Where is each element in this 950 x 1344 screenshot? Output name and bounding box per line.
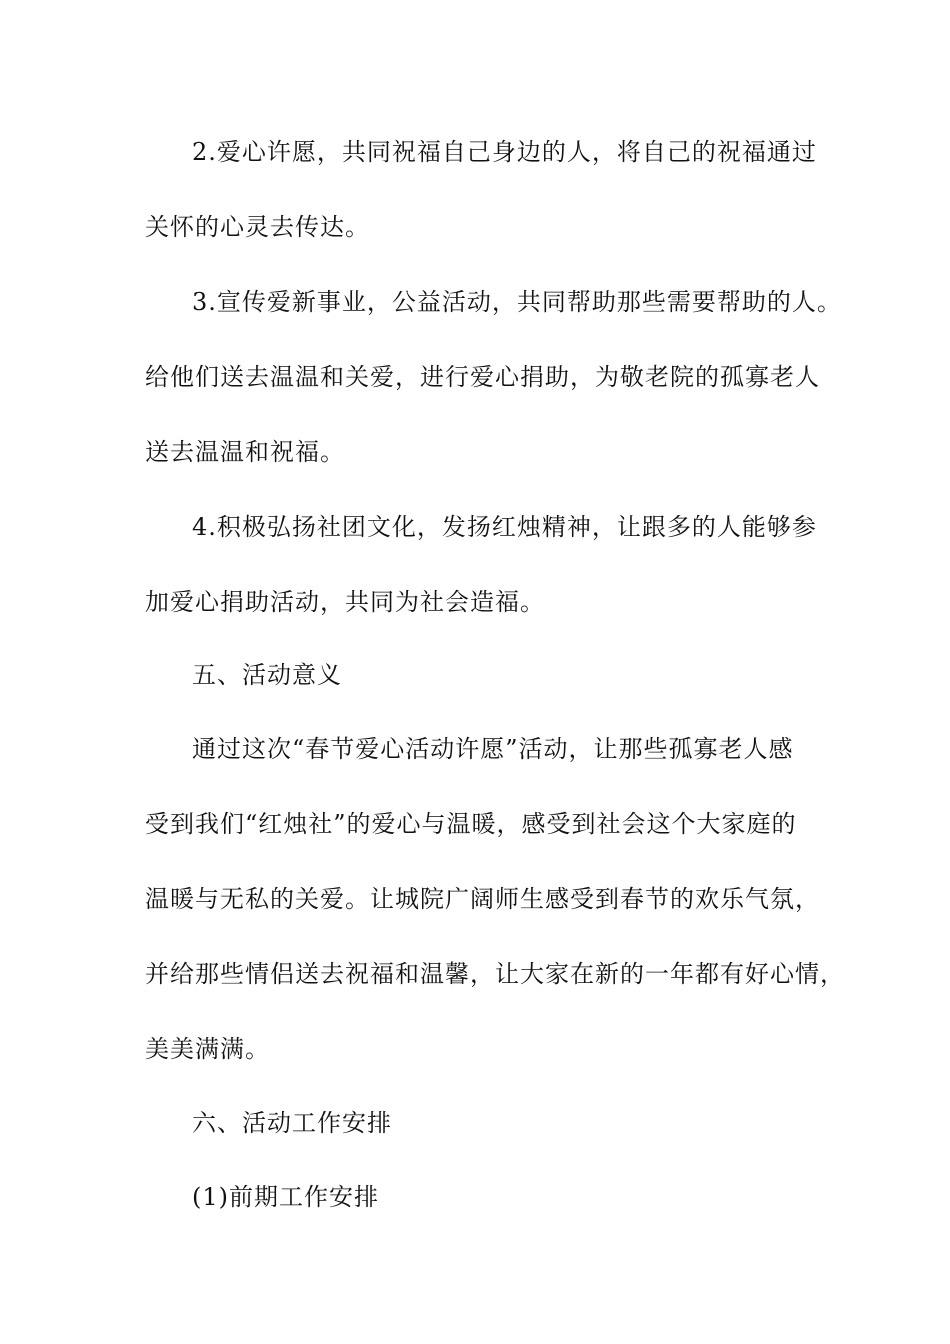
- paragraph-significance-line-1: 通过这次“春节爱心活动许愿”活动，让那些孤寡老人感: [192, 735, 794, 763]
- paragraph-item-3-line-3: 送去温温和祝福。: [145, 438, 345, 466]
- paragraph-item-2-line-1: 2.爱心许愿，共同祝福自己身边的人，将自己的祝福通过: [192, 138, 817, 166]
- subsection-heading-1: (1)前期工作安排: [192, 1183, 379, 1211]
- paragraph-significance-line-5: 美美满满。: [145, 1035, 270, 1063]
- paragraph-significance-line-2: 受到我们“红烛社”的爱心与温暖，感受到社会这个大家庭的: [145, 810, 797, 838]
- paragraph-item-3-line-2: 给他们送去温温和关爱，进行爱心捐助，为敬老院的孤寡老人: [145, 363, 820, 391]
- paragraph-significance-line-4: 并给那些情侣送去祝福和温馨，让大家在新的一年都有好心情，: [145, 960, 845, 988]
- paragraph-item-2-line-2: 关怀的心灵去传达。: [145, 213, 370, 241]
- paragraph-significance-line-3: 温暖与无私的关爱。让城院广阔师生感受到春节的欢乐气氛，: [145, 885, 820, 913]
- paragraph-item-4-line-1: 4.积极弘扬社团文化，发扬红烛精神，让跟多的人能够参: [192, 513, 817, 541]
- paragraph-item-4-line-2: 加爱心捐助活动，共同为社会造福。: [145, 588, 545, 616]
- paragraph-item-3-line-1: 3.宣传爱新事业，公益活动，共同帮助那些需要帮助的人。: [192, 288, 842, 316]
- section-heading-6: 六、活动工作安排: [192, 1109, 392, 1137]
- section-heading-5: 五、活动意义: [192, 661, 342, 689]
